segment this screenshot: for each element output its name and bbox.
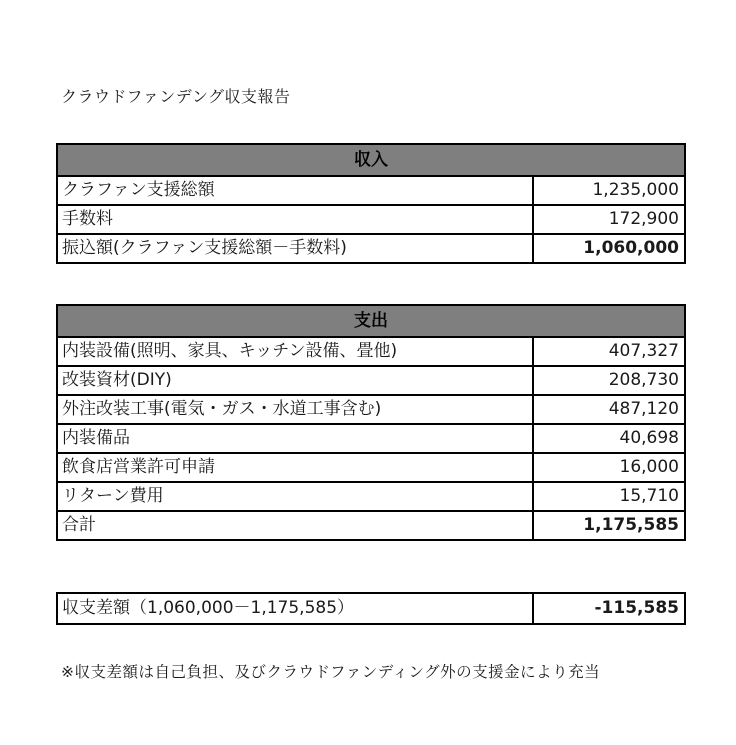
- table-row: [57, 366, 685, 395]
- expense-amount-total: 1,175,585: [533, 511, 685, 540]
- income-amount-support-total: 1,235,000: [533, 176, 685, 205]
- table-row: [57, 593, 685, 624]
- table-row: [57, 482, 685, 511]
- income-label-support-total: クラファン支援総額: [57, 176, 533, 205]
- table-row: [57, 234, 685, 263]
- income-table: [56, 143, 686, 264]
- income-amount-fee: 172,900: [533, 205, 685, 234]
- income-label-fee: 手数料: [57, 205, 533, 234]
- balance-table: [56, 592, 686, 625]
- income-amount-transfer: 1,060,000: [533, 234, 685, 263]
- expense-label-fixtures: 内装備品: [57, 424, 533, 453]
- expense-amount-materials: 208,730: [533, 366, 685, 395]
- table-row: [57, 395, 685, 424]
- balance-amount: -115,585: [533, 593, 685, 624]
- balance-label: 収支差額（1,060,000－1,175,585）: [57, 593, 533, 624]
- table-row: [57, 424, 685, 453]
- expense-amount-permit: 16,000: [533, 453, 685, 482]
- income-label-transfer: 振込額(クラファン支援総額－手数料): [57, 234, 533, 263]
- income-header: 収入: [57, 144, 685, 176]
- expense-header: 支出: [57, 305, 685, 337]
- table-row: [57, 337, 685, 366]
- table-row: [57, 453, 685, 482]
- expense-label-permit: 飲食店営業許可申請: [57, 453, 533, 482]
- table-row: [57, 511, 685, 540]
- income-header-row: [57, 144, 685, 176]
- expense-amount-fixtures: 40,698: [533, 424, 685, 453]
- table-row: [57, 176, 685, 205]
- expense-table: [56, 304, 686, 541]
- expense-label-total: 合計: [57, 511, 533, 540]
- footnote: ※収支差額は自己負担、及びクラウドファンディング外の支援金により充当: [61, 663, 601, 681]
- expense-label-interior-equipment: 内装設備(照明、家具、キッチン設備、畳他): [57, 337, 533, 366]
- expense-label-outsourced-work: 外注改装工事(電気・ガス・水道工事含む): [57, 395, 533, 424]
- table-row: [57, 205, 685, 234]
- page-title: クラウドファンデング収支報告: [61, 87, 291, 106]
- expense-amount-interior-equipment: 407,327: [533, 337, 685, 366]
- expense-amount-rewards: 15,710: [533, 482, 685, 511]
- expense-header-row: [57, 305, 685, 337]
- expense-label-rewards: リターン費用: [57, 482, 533, 511]
- expense-label-materials: 改装資材(DIY): [57, 366, 533, 395]
- expense-amount-outsourced-work: 487,120: [533, 395, 685, 424]
